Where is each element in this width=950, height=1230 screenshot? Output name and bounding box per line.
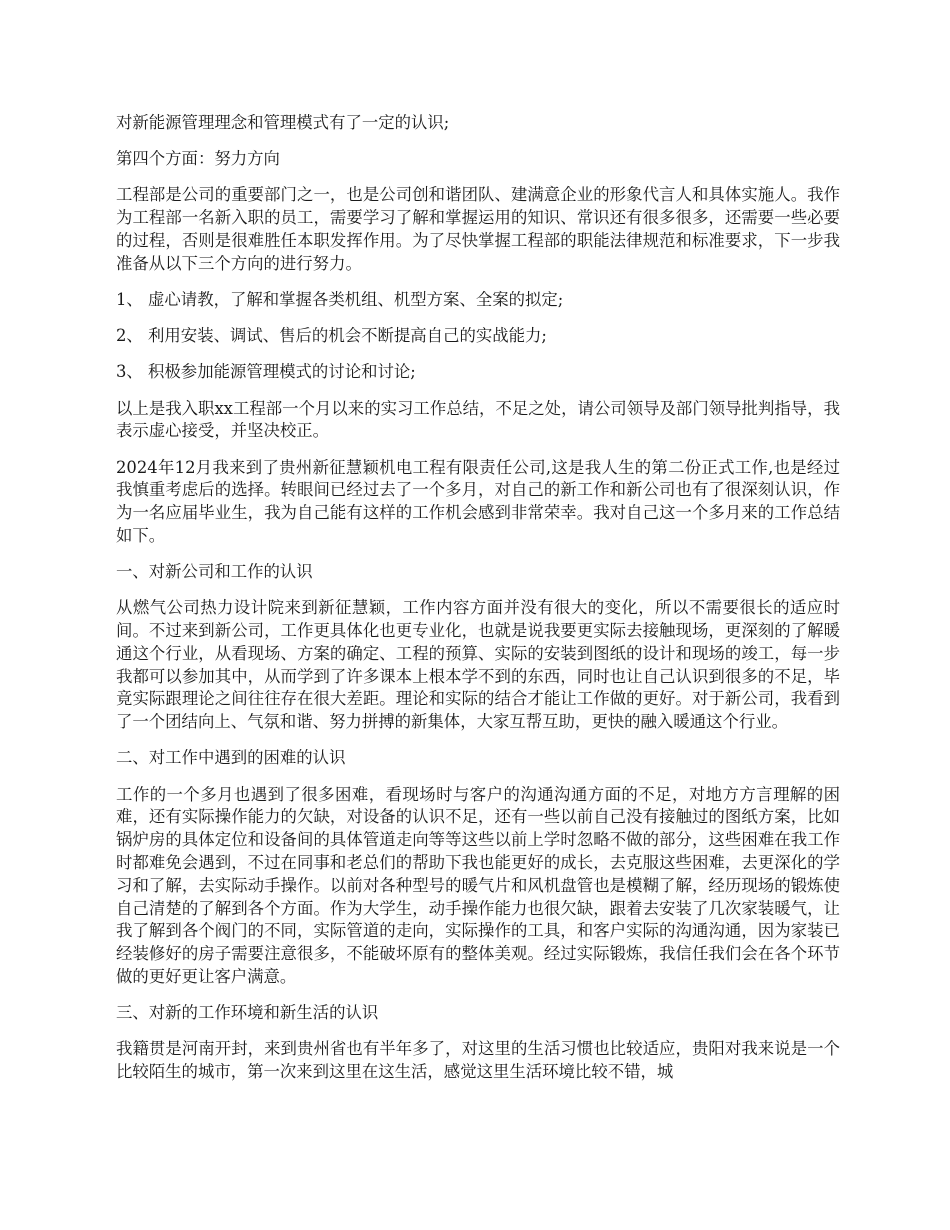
section-heading-new-environment: 三、对新的工作环境和新生活的认识 xyxy=(116,1003,379,1023)
list-item-2: 2、 利用安装、调试、售后的机会不断提高自己的实战能力; xyxy=(116,326,547,346)
paragraph-engineering-dept: 工程部是公司的重要部门之一，也是公司创和谐团队、建满意企业的形象代言人和具体实施人。我作为工程部一名新入职的员工，需要学习了解和掌握运用的知识、常识还有很多很多，还需要一些必要的过程，否则是很难胜任本职发挥作用。为了尽快掌握工程部的职能法律规范和标准要求，下一步我准备从以下三个方向的进行努力。 xyxy=(116,185,840,273)
list-item-3: 3、 积极参加能源管理模式的讨论和讨论; xyxy=(116,362,416,382)
section-heading-effort-direction: 第四个方面：努力方向 xyxy=(116,149,280,169)
paragraph-2024-intro: 2024年12月我来到了贵州新征慧颖机电工程有限责任公司,这是我人生的第二份正式工作,也是经过我慎重考虑后的选择。转眼间已经过去了一个多月，对自己的新工作和新公司也有了很深刻认识，作为一名应届毕业生，我为自己能有这样的工作机会感到非常荣幸。我对自己这一个多月来的工作总结如下。 xyxy=(116,457,840,545)
paragraph-new-environment: 我籍贯是河南开封，来到贵州省也有半年多了，对这里的生活习惯也比较适应，贵阳对我来说是一个比较陌生的城市，第一次来到这里在这生活，感觉这里生活环境比较不错，城 xyxy=(116,1039,840,1082)
paragraph-difficulties: 工作的一个多月也遇到了很多困难，看现场时与客户的沟通沟通方面的不足，对地方方言理解的困难，还有实际操作能力的欠缺，对设备的认识不足，还有一些以前自己没有接触过的图纸方案，比如锅炉房的具体定位和设备间的具体管道走向等等这些以前上学时忽略不做的部分，这些困难在我工作时都难免会遇到，不过在同事和老总们的帮助下我也能更好的成长，去克服这些困难，去更深化的学习和了解，去实际动手操作。以前对各种型号的暖气片和风机盘管也是模糊了解，经历现场的锻炼使自己清楚的了解到各个方面。作为大学生，动手操作能力也很欠缺，跟着去安装了几次家装暖气，让我了解到各个阀门的不同，实际管道的走向，实际操作的工具，和客户实际的沟通沟通，因为家装已经装修好的房子需要注意很多，不能破坏原有的整体美观。经过实际锻炼，我信任我们会在各个环节做的更好更让客户满意。 xyxy=(116,784,840,986)
section-heading-new-company: 一、对新公司和工作的认识 xyxy=(116,562,313,582)
section-heading-difficulties: 二、对工作中遇到的困难的认识 xyxy=(116,748,346,768)
document-page xyxy=(116,112,840,1097)
list-item-1: 1、 虚心请教，了解和掌握各类机组、机型方案、全案的拟定; xyxy=(116,289,564,309)
paragraph-new-company: 从燃气公司热力设计院来到新征慧颖，工作内容方面并没有很大的变化，所以不需要很长的适应时间。不过来到新公司，工作更具体化也更专业化，也就是说我要更实际去接触现场，更深刻的了解暖通这个行业，从看现场、方案的确定、工程的预算、实际的安装到图纸的设计和现场的竣工，每一步我都可以参加其中，从而学到了许多课本上根本学不到的东西，同时也让自己认识到很多的不足，毕竟实际跟理论之间往往存在很大差距。理论和实际的结合才能让工作做的更好。对于新公司，我看到了一个团结向上、气氛和谐、努力拼搏的新集体，大家互帮互助，更快的融入暖通这个行业。 xyxy=(116,598,840,732)
paragraph-summary-closing: 以上是我入职xx工程部一个月以来的实习工作总结，不足之处，请公司领导及部门领导批判指导，我表示虚心接受，并坚决校正。 xyxy=(116,398,840,441)
paragraph-intro-line: 对新能源管理理念和管理模式有了一定的认识; xyxy=(116,113,450,132)
